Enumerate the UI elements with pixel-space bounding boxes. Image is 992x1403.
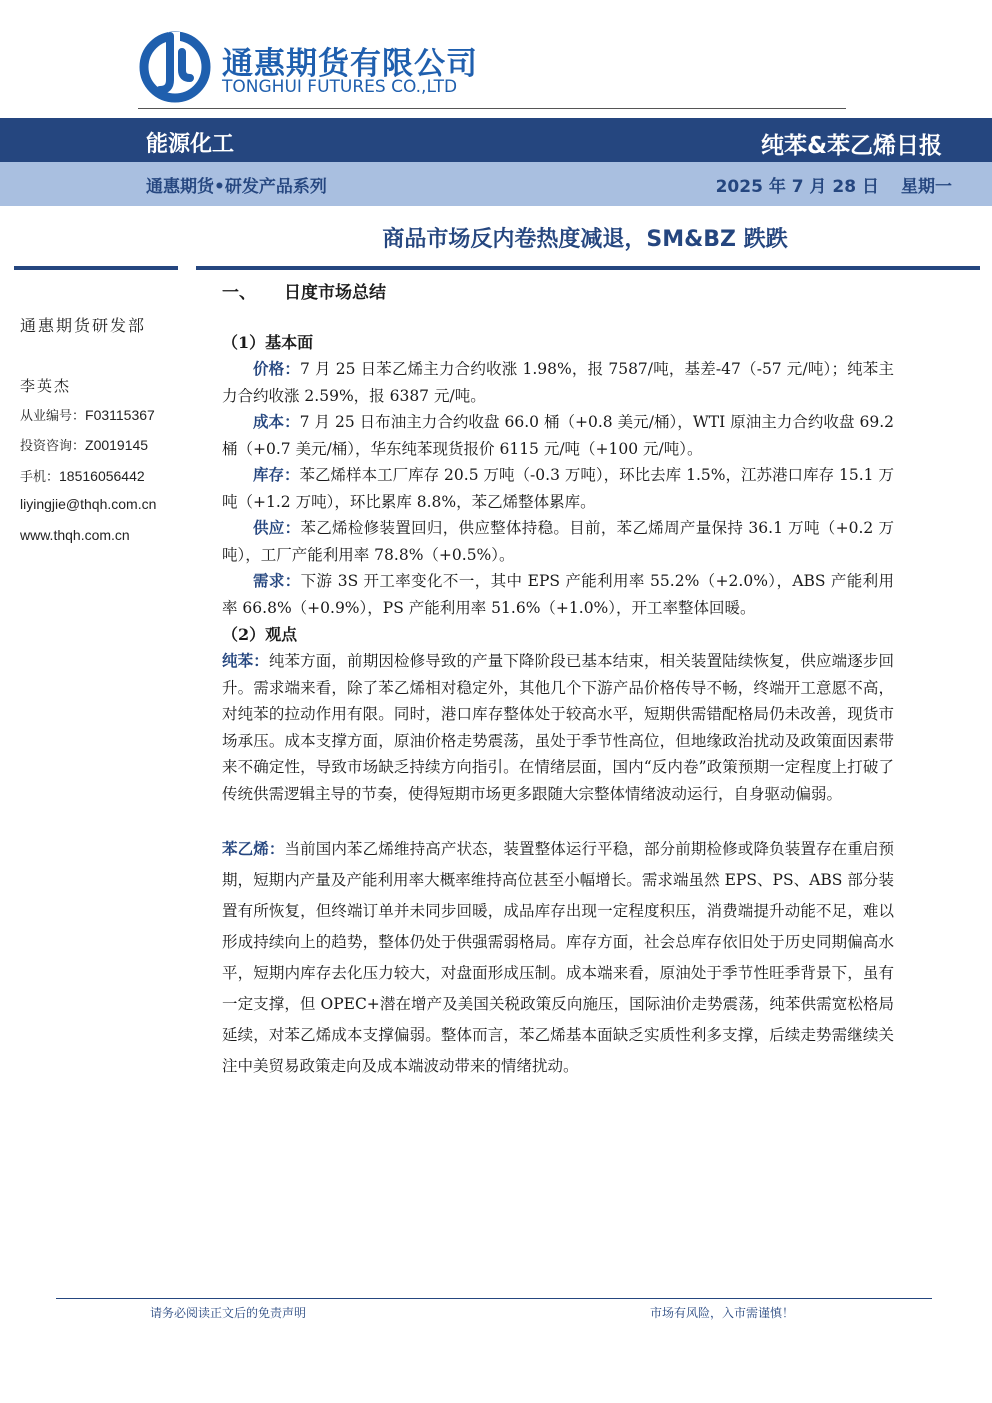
footer-divider bbox=[56, 1298, 932, 1299]
report-headline: 商品市场反内卷热度减退，SM&BZ 跌跌 bbox=[382, 227, 788, 252]
styrene-label: 苯乙烯： bbox=[222, 839, 285, 858]
banner-top bbox=[0, 118, 992, 162]
series-label: 通惠期货•研发产品系列 bbox=[146, 177, 327, 197]
report-name: 纯苯&苯乙烯日报 bbox=[760, 133, 942, 159]
main-content bbox=[222, 276, 894, 1082]
advisory-number bbox=[20, 435, 148, 454]
sector-label: 能源化工 bbox=[146, 132, 235, 157]
report-date bbox=[716, 172, 952, 197]
section-number: 一、 bbox=[222, 283, 256, 303]
demand-label: 需求： bbox=[253, 571, 301, 590]
price-label: 价格： bbox=[253, 359, 301, 378]
tonghui-logo-icon bbox=[138, 30, 212, 104]
benzene-view bbox=[222, 648, 894, 807]
disclaimer-note: 请务必阅读正文后的免责声明 bbox=[150, 1306, 307, 1320]
date-text: 2025 年 7 月 28 日 bbox=[715, 177, 879, 197]
supply-text: 苯乙烯检修装置回归，供应整体持稳。目前，苯乙烯周产量保持 36.1 万吨（+0.2 万吨），工厂产能利用率 78.8%（+0.5%）。 bbox=[222, 519, 894, 564]
department: 通惠期货研发部 bbox=[20, 316, 147, 335]
styrene-text: 当前国内苯乙烯维持高产状态，装置整体运行平稳，部分前期检修或降负装置存在重启预期，短期内产量及产能利用率大概率维持高位甚至小幅增长。需求端虽然 EPS、PS、ABS 部分装置有所恢复，但终端订单并未同步回暖，成品库存出现一定程度积压，消费端提升动能不足，难以形成持续向上的趋势，整体仍处于供强需弱格局。库存方面，社会总库存依旧处于历史同期偏高水平，短期内库存去化压力较大，对盘面形成压制。成本端来看，原油处于季节性旺季背景下，虽有一定支撑，但 OPEC+潜在增产及美国关税政策反向施压，国际油价走势震荡，纯苯供需宽松格局延续，对苯乙烯成本支撑偏弱。整体而言，苯乙烯基本面缺乏实质性利多支撑，后续走势需继续关注中美贸易政策走向及成本端波动带来的情绪扰动。 bbox=[222, 840, 894, 1075]
inventory-text: 苯乙烯样本工厂库存 20.5 万吨（-0.3 万吨），环比去库 1.5%，江苏港口库存 15.1 万吨（+1.2 万吨），环比累库 8.8%，苯乙烯整体累库。 bbox=[222, 466, 894, 511]
phone-label: 手机： bbox=[20, 470, 60, 485]
section-title bbox=[222, 278, 894, 302]
phone-value: 18516056442 bbox=[59, 468, 145, 484]
cost-text: 7 月 25 日布油主力合约收盘 66.0 桶（+0.8 美元/桶），WTI 原油主力合约收盘 69.2 桶（+0.7 美元/桶），华东纯苯现货报价 6115 元/吨（+100 元/吨）。 bbox=[222, 413, 894, 458]
banner-bottom bbox=[0, 162, 992, 206]
section-title-text: 日度市场总结 bbox=[284, 283, 386, 303]
weekday-text: 星期一 bbox=[901, 177, 952, 197]
phone bbox=[20, 466, 145, 485]
demand-paragraph bbox=[222, 568, 894, 621]
benzene-text: 纯苯方面，前期因检修导致的产量下降阶段已基本结束，相关装置陆续恢复，供应端逐步回升。需求端来看，除了苯乙烯相对稳定外，其他几个下游产品价格传导不畅，终端开工意愿不高，对纯苯的拉动作用有限。同时，港口库存整体处于较高水平，短期供需错配格局仍未改善，现货市场承压。成本支撑方面，原油价格走势震荡，虽处于季节性高位，但地缘政治扰动及政策面因素带来不确定性，导致市场缺乏持续方向指引。在情绪层面，国内“反内卷”政策预期一定程度上打破了传统供需逻辑主导的节奏，使得短期市场更多跟随大宗整体情绪波动运行，自身驱动偏弱。 bbox=[222, 652, 894, 803]
license-number bbox=[20, 405, 155, 424]
price-text: 7 月 25 日苯乙烯主力合约收涨 1.98%，报 7587/吨，基差-47（-57 元/吨）；纯苯主力合约收涨 2.59%，报 6387 元/吨。 bbox=[222, 360, 894, 405]
main-rule bbox=[196, 266, 980, 270]
advisory-value: Z0019145 bbox=[85, 437, 149, 453]
cost-label: 成本： bbox=[253, 412, 300, 431]
risk-note: 市场有风险，入市需谨慎！ bbox=[650, 1306, 795, 1320]
header-divider bbox=[138, 108, 846, 109]
license-value: F03115367 bbox=[85, 407, 155, 423]
advisory-label: 投资咨询： bbox=[20, 439, 86, 454]
sidebar-rule bbox=[14, 266, 178, 270]
views-title: （2）观点 bbox=[222, 625, 298, 644]
license-label: 从业编号： bbox=[20, 409, 86, 424]
fundamentals-title: （1）基本面 bbox=[222, 333, 314, 352]
inventory-paragraph bbox=[222, 462, 894, 515]
benzene-label: 纯苯： bbox=[222, 651, 269, 670]
company-name-cn: 通惠期货有限公司 bbox=[222, 46, 478, 82]
website-link[interactable]: www.thqh.com.cn bbox=[20, 527, 130, 543]
supply-paragraph bbox=[222, 515, 894, 568]
inventory-label: 库存： bbox=[253, 465, 300, 484]
styrene-view bbox=[222, 833, 894, 1082]
cost-paragraph bbox=[222, 409, 894, 462]
supply-label: 供应： bbox=[253, 518, 301, 537]
demand-text: 下游 3S 开工率变化不一，其中 EPS 产能利用率 55.2%（+2.0%），ABS 产能利用率 66.8%（+0.9%），PS 产能利用率 51.6%（+1.0%），开工率整体回暖。 bbox=[222, 572, 894, 617]
price-paragraph bbox=[222, 356, 894, 409]
company-name-en: TONGHUI FUTURES CO.,LTD bbox=[222, 77, 458, 97]
analyst-name: 李英杰 bbox=[20, 377, 72, 395]
email-link[interactable]: liyingjie@thqh.com.cn bbox=[20, 496, 157, 512]
